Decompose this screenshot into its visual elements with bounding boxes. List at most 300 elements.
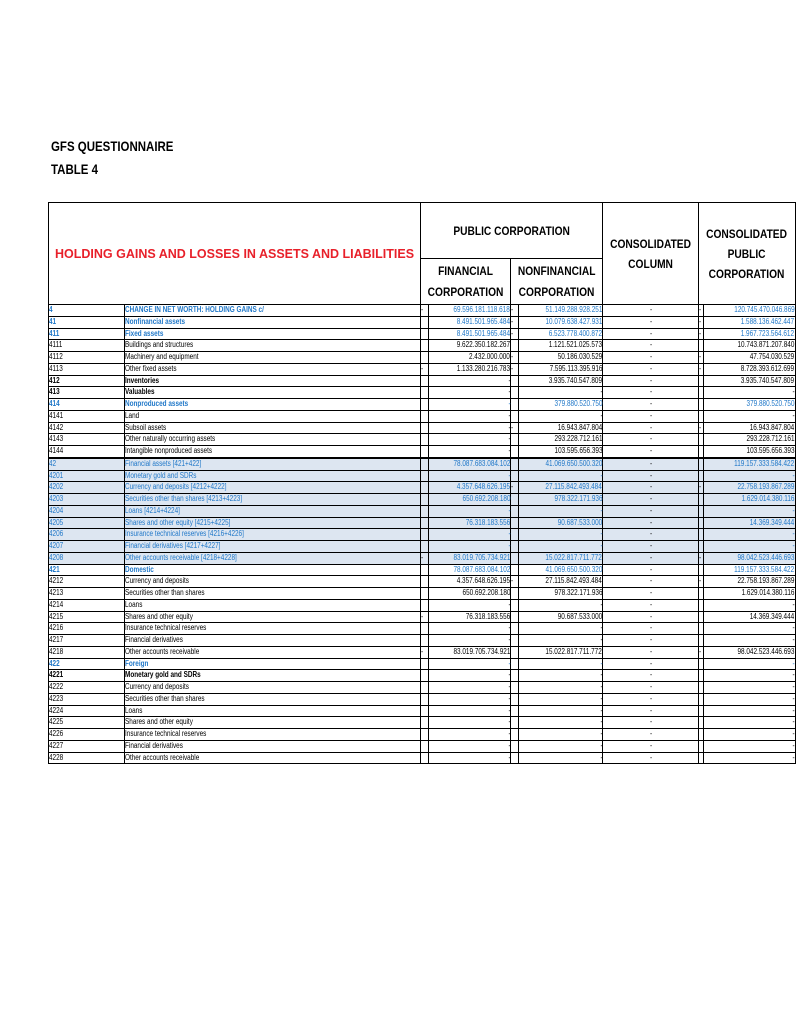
financial-value [428,635,510,647]
consolidated-public-sign-text: - [699,328,702,338]
financial-value-text: 2.432.000.000 [469,352,511,361]
nonfinancial-sign [511,658,519,670]
consolidated-public-value-text: 120.745.470.046.869 [734,305,795,314]
row-code [49,717,125,729]
nonfinancial-sign [511,434,519,446]
financial-value-text: - [508,658,511,668]
financial-sign [421,588,429,600]
consolidated-public-value-text: 47.754.030.529 [750,352,795,361]
financial-sign [421,446,429,458]
table-body [49,305,796,764]
financial-sign [421,635,429,647]
nonfinancial-sign [511,446,519,458]
row-code [49,458,125,470]
consolidated-value-text: - [649,363,652,373]
financial-value-text: - [508,623,511,633]
nonfinancial-value [519,646,603,658]
financial-sign [421,363,429,375]
nonfinancial-value [519,328,603,340]
nonfinancial-value-text: 90.687.533.000 [557,611,603,621]
table-row [49,305,796,317]
table-title-cell [49,203,421,305]
financial-value [428,623,510,635]
consolidated-value-text: - [649,658,652,668]
financial-value [428,752,510,764]
row-code [49,740,125,752]
consolidated-public-value [704,658,795,670]
financial-value-text: 78.087.683.084.102 [453,458,511,468]
consolidated-value [603,316,702,328]
consolidated-public-value-text: - [792,623,795,633]
consolidated-public-value-text: 22.758.193.867.289 [737,482,795,492]
nonfinancial-value [519,434,603,446]
nonfinancial-value [519,375,603,387]
consolidated-public-value [704,387,795,399]
nonfinancial-sign [511,494,519,506]
financial-label: FINANCIAL CORPORATION [427,263,504,299]
row-label [124,470,420,482]
financial-value-text: - [508,729,511,738]
financial-value-text: - [508,387,511,397]
nonfinancial-sign [511,482,519,494]
consolidated-value [603,387,699,399]
nonfinancial-header [511,259,603,305]
consolidated-public-value [704,611,795,623]
consolidated-public-value [704,541,795,553]
nonfinancial-sign [511,635,519,647]
row-code [49,328,125,340]
consolidated-value-text: - [649,410,652,420]
consolidated-value [603,588,699,600]
table-row [49,717,796,729]
nonfinancial-value-text: 51.149.288.928.251 [545,305,603,314]
financial-sign-text: - [421,305,424,314]
row-code [49,705,125,717]
row-label-text: Loans [4214+4224] [124,505,180,515]
nonfinancial-value [519,740,603,752]
financial-sign [421,729,429,741]
consolidated-public-value-text: 3.935.740.547.809 [741,375,795,385]
consolidated-value-text: - [649,434,652,444]
row-code-text: 4223 [49,693,64,703]
nonfinancial-sign [511,517,519,529]
table-row [49,446,796,458]
financial-value [428,693,510,705]
financial-value [428,564,510,576]
nonfinancial-sign [511,564,519,576]
table-row [49,517,796,529]
consolidated-value [603,670,699,682]
nonfinancial-sign-text: - [511,363,514,373]
consolidated-value-text: - [649,422,652,432]
row-label [124,682,420,694]
row-label-text: Monetary gold and SDRs [124,670,201,680]
nonfinancial-sign [511,529,519,541]
nonfinancial-value [519,517,603,529]
nonfinancial-value [519,387,603,399]
row-code [49,446,125,458]
row-label [124,410,420,422]
consolidated-value [603,422,702,434]
consolidated-public-value-text: - [792,599,795,609]
nonfinancial-value [519,693,603,705]
financial-value-text: 83.019.705.734.921 [453,552,511,562]
nonfinancial-value-text: - [600,658,603,668]
financial-sign-text: - [421,611,424,621]
table-row [49,682,796,694]
row-label [124,670,420,682]
financial-value-text: - [508,399,511,408]
nonfinancial-value-text: - [600,505,603,515]
nonfinancial-value-text: - [600,470,603,480]
financial-sign [421,576,429,588]
consolidated-public-value [704,564,795,576]
consolidated-value [603,305,702,317]
nonfinancial-value [519,599,603,611]
consolidated-value [603,623,699,635]
row-code-text: 4206 [49,529,64,539]
table-row [49,670,796,682]
nonfinancial-value-text: 16.943.847.804 [557,422,603,432]
row-code [49,682,125,694]
nonfinancial-value [519,670,603,682]
row-code-text: 4112 [49,352,63,361]
row-label [124,387,420,399]
row-label [124,316,420,328]
table-row [49,458,796,470]
financial-value [428,340,510,352]
nonfinancial-sign [511,458,519,470]
consolidated-public-sign-text: - [699,482,702,492]
consolidated-value-text: - [649,717,652,727]
nonfinancial-sign [511,740,519,752]
consolidated-public-value [704,705,795,717]
consolidated-public-value [704,517,795,529]
row-label [124,646,420,658]
consolidated-public-value-text: - [792,682,795,691]
row-label-text: Financial assets [421+422] [124,458,201,468]
nonfinancial-value [519,446,603,458]
consolidated-public-sign-text: - [699,352,702,361]
row-code-text: 4204 [49,505,64,515]
consolidated-value-text: - [649,682,652,691]
nonfinancial-value-text: 379.880.520.750 [554,399,603,408]
row-code-text: 4113 [49,363,63,373]
financial-sign [421,670,429,682]
financial-value-text: - [508,717,511,727]
financial-sign [421,352,429,364]
row-code [49,517,125,529]
consolidated-public-value-text: - [792,670,795,680]
consolidated-public-value-text: - [792,729,795,738]
nonfinancial-sign [511,576,519,588]
row-code-text: 412 [49,375,60,385]
consolidated-value-text: - [649,517,652,527]
row-label-text: Currency and deposits [124,682,189,691]
financial-sign-text: - [421,363,424,373]
table-row [49,328,796,340]
consolidated-value [603,482,702,494]
table-number: TABLE 4 [51,161,98,177]
row-code-text: 413 [49,387,60,397]
nonfinancial-value-text: 3.935.740.547.809 [548,375,603,385]
nonfinancial-value-text: 6.523.778.400.872 [548,328,603,338]
row-label-text: CHANGE IN NET WORTH: HOLDING GAINS c/ [124,305,264,314]
nonfinancial-sign [511,670,519,682]
row-label [124,494,420,506]
row-label [124,517,420,529]
row-label [124,363,420,375]
consolidated-value [603,729,699,741]
financial-sign [421,599,429,611]
row-code [49,505,125,517]
consolidated-value-text: - [649,340,652,350]
nonfinancial-sign [511,682,519,694]
financial-value-text: - [508,635,511,644]
consolidated-value-text: - [649,552,652,562]
nonfinancial-sign [511,470,519,482]
consolidated-value [603,611,699,623]
row-label-text: Financial derivatives [124,635,183,644]
nonfinancial-sign [511,588,519,600]
consolidated-public-value [704,670,795,682]
table-row [49,729,796,741]
financial-value-text: 8.491.501.965.484 [456,328,511,338]
financial-value [428,494,510,506]
consolidated-value-text: - [649,740,652,750]
consolidated-value [603,752,699,764]
consolidated-public-value-text: - [792,387,795,397]
financial-sign [421,752,429,764]
consolidated-value-text: - [649,670,652,680]
financial-value [428,399,510,411]
table-row [49,470,796,482]
financial-value [428,387,510,399]
row-label [124,693,420,705]
row-label [124,340,420,352]
financial-value [428,576,510,588]
consolidated-public-value [704,623,795,635]
consolidated-value [603,564,699,576]
consolidated-public-value-text: 119.157.333.584.422 [734,458,795,468]
consolidated-value [603,599,699,611]
consolidated-public-value-text: - [792,505,795,515]
financial-value-text: 4.357.648.626.195 [456,482,511,492]
row-label-text: Loans [124,705,143,715]
row-label [124,588,420,600]
consolidated-public-value [704,446,795,458]
row-code-text: 4215 [49,611,64,621]
consolidated-public-value-text: 14.369.349.444 [750,517,795,527]
consolidated-public-value-text: - [792,740,795,750]
nonfinancial-sign [511,646,519,658]
consolidated-public-value-text: 1.629.014.380.116 [741,494,795,503]
consolidated-value [603,470,699,482]
financial-sign [421,375,429,387]
consolidated-value-text: - [649,375,652,385]
nonfinancial-value-text: - [600,740,603,750]
row-label [124,328,420,340]
consolidated-public-value [704,422,795,434]
financial-sign [421,705,429,717]
row-label [124,352,420,364]
row-label-text: Shares and other equity [124,717,193,727]
nonfinancial-sign [511,599,519,611]
row-label [124,752,420,764]
nonfinancial-value-text: 90.687.533.000 [557,517,603,527]
nonfinancial-value-text: - [600,623,603,633]
table-row [49,482,796,494]
consolidated-public-value [704,375,795,387]
financial-sign [421,682,429,694]
nonfinancial-value-text: 10.079.638.427.931 [545,316,603,326]
table-row [49,352,796,364]
nonfinancial-value [519,363,603,375]
row-label-text: Nonfinancial assets [124,316,185,326]
nonfinancial-value [519,529,603,541]
financial-sign [421,646,429,658]
consolidated-value-text: - [649,576,652,586]
consolidated-public-value [704,305,795,317]
row-code [49,635,125,647]
consolidated-value [603,682,699,694]
consolidated-value-text: - [649,623,652,633]
row-code-text: 4225 [49,717,64,727]
row-code [49,422,125,434]
public-corporation-header [421,203,603,259]
financial-value-text: - [508,410,511,420]
financial-sign [421,517,429,529]
financial-value [428,482,510,494]
row-code-text: 422 [49,658,60,668]
row-code-text: 4222 [49,682,64,691]
consolidated-value [603,494,699,506]
consolidated-public-value [704,410,795,422]
nonfinancial-sign [511,693,519,705]
nonfinancial-value-text: - [600,752,603,762]
consolidated-public-value-text: 119.157.333.584.422 [734,564,795,574]
row-label [124,599,420,611]
row-code-text: 4218 [49,646,64,656]
nonfinancial-sign [511,541,519,553]
nonfinancial-value [519,552,603,564]
table-row [49,599,796,611]
table-row [49,505,796,517]
financial-value-text: - [508,740,511,750]
consolidated-value [603,541,699,553]
row-label-text: Loans [124,599,143,609]
row-code [49,658,125,670]
row-code [49,410,125,422]
row-code [49,588,125,600]
financial-value [428,470,510,482]
consolidated-public-value [704,576,795,588]
row-code [49,494,125,506]
consolidated-public-sign-text: - [699,363,702,373]
public-corporation-label: PUBLIC CORPORATION [453,223,570,238]
nonfinancial-value [519,588,603,600]
row-code-text: 4143 [49,434,64,444]
row-code [49,693,125,705]
nonfinancial-value [519,352,603,364]
nonfinancial-value [519,482,603,494]
row-code-text: 421 [49,564,60,574]
nonfinancial-value-text: - [600,729,603,738]
consolidated-public-value [704,434,795,446]
nonfinancial-value [519,705,603,717]
financial-value [428,717,510,729]
row-code [49,363,125,375]
row-label-text: Inventories [124,375,159,385]
consolidated-public-value-text: - [792,470,795,480]
financial-value-text: - [508,752,511,762]
row-code [49,541,125,553]
row-code [49,623,125,635]
financial-value [428,458,510,470]
consolidated-value [603,446,699,458]
row-code-text: 4111 [49,340,63,350]
financial-value-text: - [508,375,511,385]
consolidated-public-value-text: - [792,717,795,727]
nonfinancial-sign [511,410,519,422]
nonfinancial-value-text: - [600,599,603,609]
consolidated-value [603,352,702,364]
nonfinancial-sign [511,399,519,411]
row-code-text: 4207 [49,541,64,550]
row-code-text: 4205 [49,517,64,527]
holding-gains-table [48,202,796,764]
nonfinancial-sign-text: - [511,482,514,492]
row-label [124,740,420,752]
financial-value-text: 650.692.208.180 [462,588,511,597]
row-code [49,564,125,576]
table-row [49,541,796,553]
financial-value-text: - [508,682,511,691]
table-row [49,658,796,670]
consolidated-public-value [704,482,795,494]
consolidated-public-value-text: - [792,658,795,668]
nonfinancial-sign-text: - [511,328,514,338]
financial-value [428,670,510,682]
financial-value [428,517,510,529]
financial-value [428,552,510,564]
nonfinancial-sign [511,422,519,434]
consolidated-value-text: - [649,599,652,609]
consolidated-public-value-text: 8.728.393.612.699 [741,363,795,373]
row-label [124,422,420,434]
financial-sign [421,316,429,328]
financial-value-text: 4.357.648.626.195 [456,576,511,586]
table-row [49,623,796,635]
financial-sign [421,623,429,635]
nonfinancial-value-text: - [600,410,603,420]
consolidated-public-value [704,505,795,517]
nonfinancial-value [519,316,603,328]
row-code [49,752,125,764]
consolidated-value-text: - [649,399,652,408]
financial-value-text: 650.692.208.180 [462,494,511,503]
nonfinancial-value [519,729,603,741]
row-code [49,552,125,564]
row-label [124,529,420,541]
row-label-text: Land [124,410,139,420]
nonfinancial-sign [511,717,519,729]
consolidated-value-text: - [649,352,652,361]
row-label [124,611,420,623]
consolidated-public-value [704,399,795,411]
nonfinancial-sign-text: - [511,576,514,586]
row-label [124,505,420,517]
